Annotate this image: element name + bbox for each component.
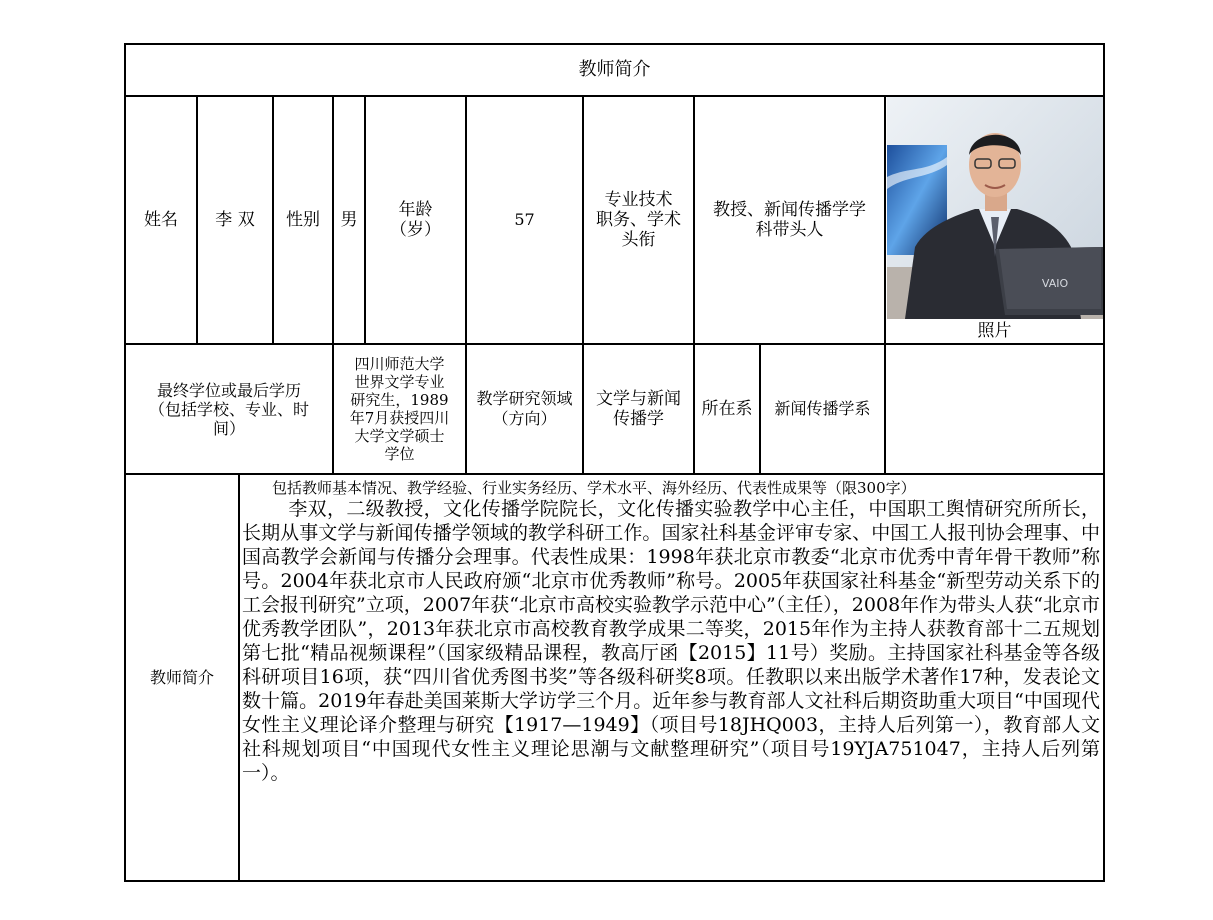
age-label: 年龄 （岁） [390,200,441,240]
title-label: 专业技术 职务、学术 头衔 [596,190,681,250]
title-value: 教授、新闻传播学学 科带头人 [713,200,866,240]
name-value: 李 双 [215,210,255,230]
intro-label: 教师简介 [149,667,214,687]
dept-value: 新闻传播学系 [774,399,871,418]
research-label: 教学研究领域 （方向） [476,389,573,428]
degree-label: 最终学位或最后学历 （包括学校、专业、时 间） [148,380,309,438]
col-divider [884,95,886,475]
intro-paragraph: 李双，二级教授，文化传播学院院长，文化传播实验教学中心主任，中国职工舆情研究所所长，长期从事文学与新闻传播学领域的教学科研工作。国家社科基金评审专家、中国工人报刊协会理事、中国高教学会新闻与传播分会理事。代表性成果：1998年获北京市教委“北京市优秀中青年骨干教师”称号。2004年获北京市人民政府颁“北京市优秀教师”称号。2005年获国家社科基金“新型劳动关系下的工会报刊研究”立项，2007年获“北京市高校实验教学示范中心”（主任），2008年作为带头人获“北京市优秀教学团队”，2013年获北京市高校教育教学成果二等奖，2015年作为主持人获教育部十二五规划第七批“精品视频课程”（国家级精品课程，教高厅函【2015】11号）奖励。主持国家社科基金等各级科研项目16项，获“四川省优秀图书奖”等各级科研奖8项。任教职以来出版学术著作17种，发表论文数十篇。2019年春赴美国莱斯大学访学三个月。近年参与教育部人文社科后期资助重大项目“中国现代女性主义理论译介整理与研究【1917—1949】（项目号18JHQ003，主持人后列第一），教育部人文社科规划项目“中国现代女性主义理论思潮与文献整理研究”（项目号19YJA751047，主持人后列第一）。 [242,498,1100,784]
gender-value: 男 [340,210,358,230]
intro-hint: 包括教师基本情况、教学经验、行业实务经历、学术水平、海外经历、代表性成果等（限300字） [272,479,916,497]
dept-label: 所在系 [701,399,753,419]
intro-text [242,497,1100,785]
degree-value: 四川师范大学 世界文学专业 研究生，1989 年7月获授四川 大学文学硕士 学位 [349,355,450,463]
research-value: 文学与新闻 传播学 [596,389,681,429]
gender-label: 性别 [286,210,320,230]
laptop-brand: VAIO [1041,277,1069,290]
age-value: 57 [514,210,535,229]
col-divider [238,473,240,882]
photo-label: 照片 [977,321,1012,341]
teacher-photo [887,97,1103,319]
row-divider [124,473,1105,475]
name-label: 姓名 [144,210,178,230]
table-title: 教师简介 [578,59,651,80]
portrait-image [887,97,1103,319]
